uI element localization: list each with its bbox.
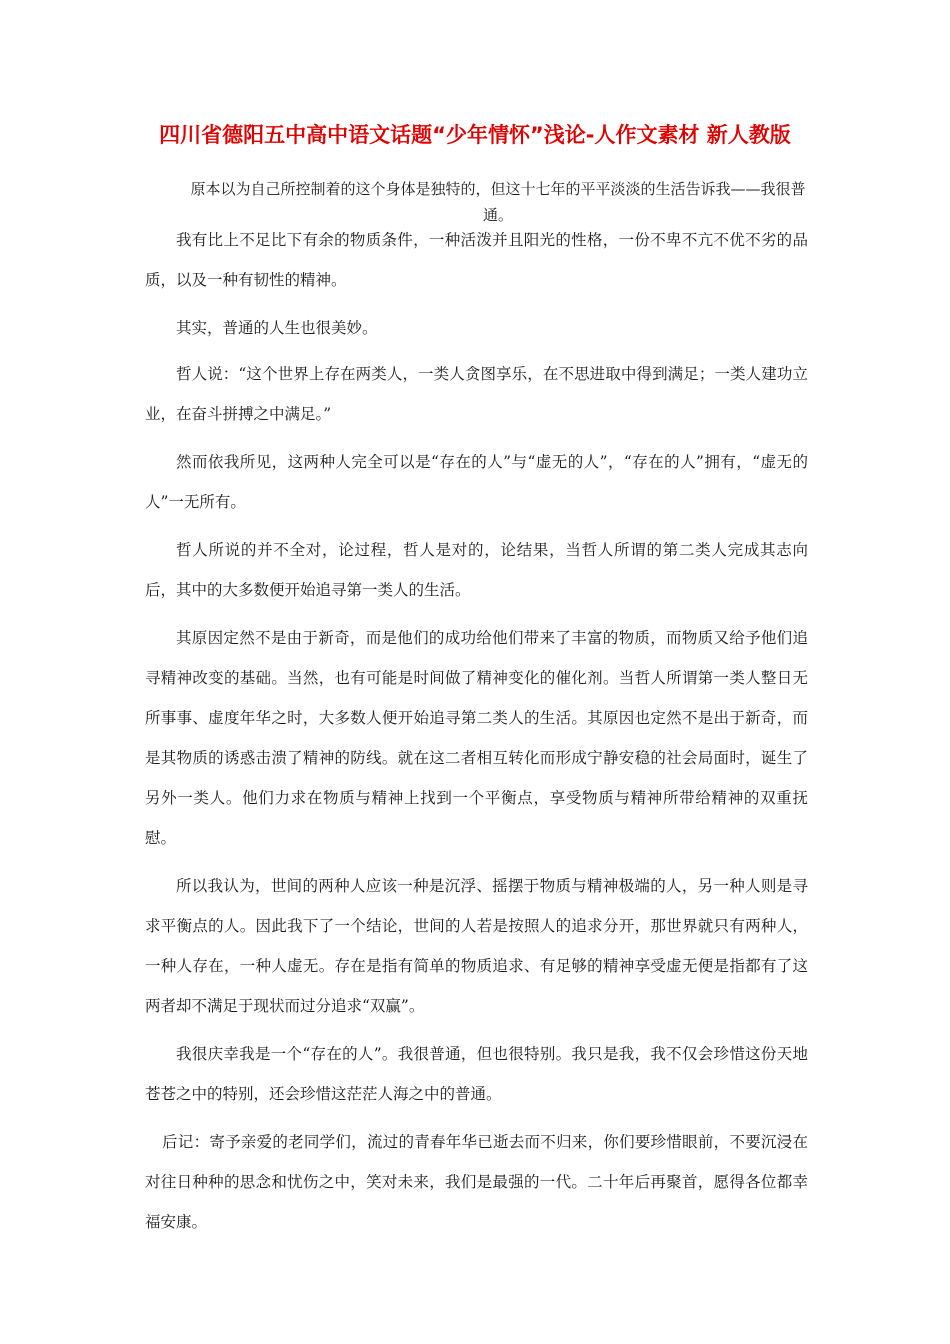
paragraph-3: 哲人说：“这个世界上存在两类人，一类人贪图享乐，在不思进取中得到满足；一类人建功立业，在奋斗拼搏之中满足。” <box>145 365 808 423</box>
paragraph-2: 其实，普通的人生也很美妙。 <box>176 319 378 337</box>
paragraph-6: 其原因定然不是由于新奇，而是他们的成功给他们带来了丰富的物质，而物质又给予他们追寻精神改变的基础。当然，也有可能是时间做了精神变化的催化剂。当哲人所谓第一类人整日无所事事、虚度年华之时，大多数人便开始追寻第二类人的生活。其原因也定然不是出于新奇，而是其物质的诱惑击溃了精神的防线。就在这二者相互转化而形成宁静安稳的社会局面时，诞生了另外一类人。他们力求在物质与精神上找到一个平衡点，享受物质与精神所带给精神的双重抚慰。 <box>145 629 808 847</box>
paragraph-4: 然而依我所见，这两种人完全可以是“存在的人”与“虚无的人”，“存在的人”拥有，“虚无的人”一无所有。 <box>145 453 808 511</box>
intro-paragraph: 原本以为自己所控制着的这个身体是独特的，但这十七年的平平淡淡的生活告诉我——我很普通。 <box>190 180 806 224</box>
postscript-paragraph: 后记：寄予亲爱的老同学们，流过的青春年华已逝去而不归来，你们要珍惜眼前，不要沉浸在对往日种种的思念和忧伤之中，笑对未来，我们是最强的一代。二十年后再聚首，愿得各位都幸福安康。 <box>145 1133 808 1231</box>
paragraph-1: 我有比上不足比下有余的物质条件，一种活泼并且阳光的性格，一份不卑不亢不优不劣的品质，以及一种有韧性的精神。 <box>145 231 808 289</box>
document-body <box>145 220 808 1250</box>
document-title: 四川省德阳五中高中语文话题“少年情怀”浅论-人作文素材 新人教版 <box>159 123 791 147</box>
paragraph-7: 所以我认为，世间的两种人应该一种是沉浮、摇摆于物质与精神极端的人，另一种人则是寻求平衡点的人。因此我下了一个结论，世间的人若是按照人的追求分开，那世界就只有两种人，一种人存在，一种人虚无。存在是指有简单的物质追求、有足够的精神享受虚无便是指都有了这两者却不满足于现状而过分追求“双赢”。 <box>145 877 808 1015</box>
paragraph-8: 我很庆幸我是一个“存在的人”。我很普通，但也很特别。我只是我，我不仅会珍惜这份天地苍苍之中的特别，还会珍惜这茫茫人海之中的普通。 <box>145 1045 808 1103</box>
paragraph-5: 哲人所说的并不全对，论过程，哲人是对的，论结果，当哲人所谓的第二类人完成其志向后，其中的大多数便开始追寻第一类人的生活。 <box>145 541 808 599</box>
